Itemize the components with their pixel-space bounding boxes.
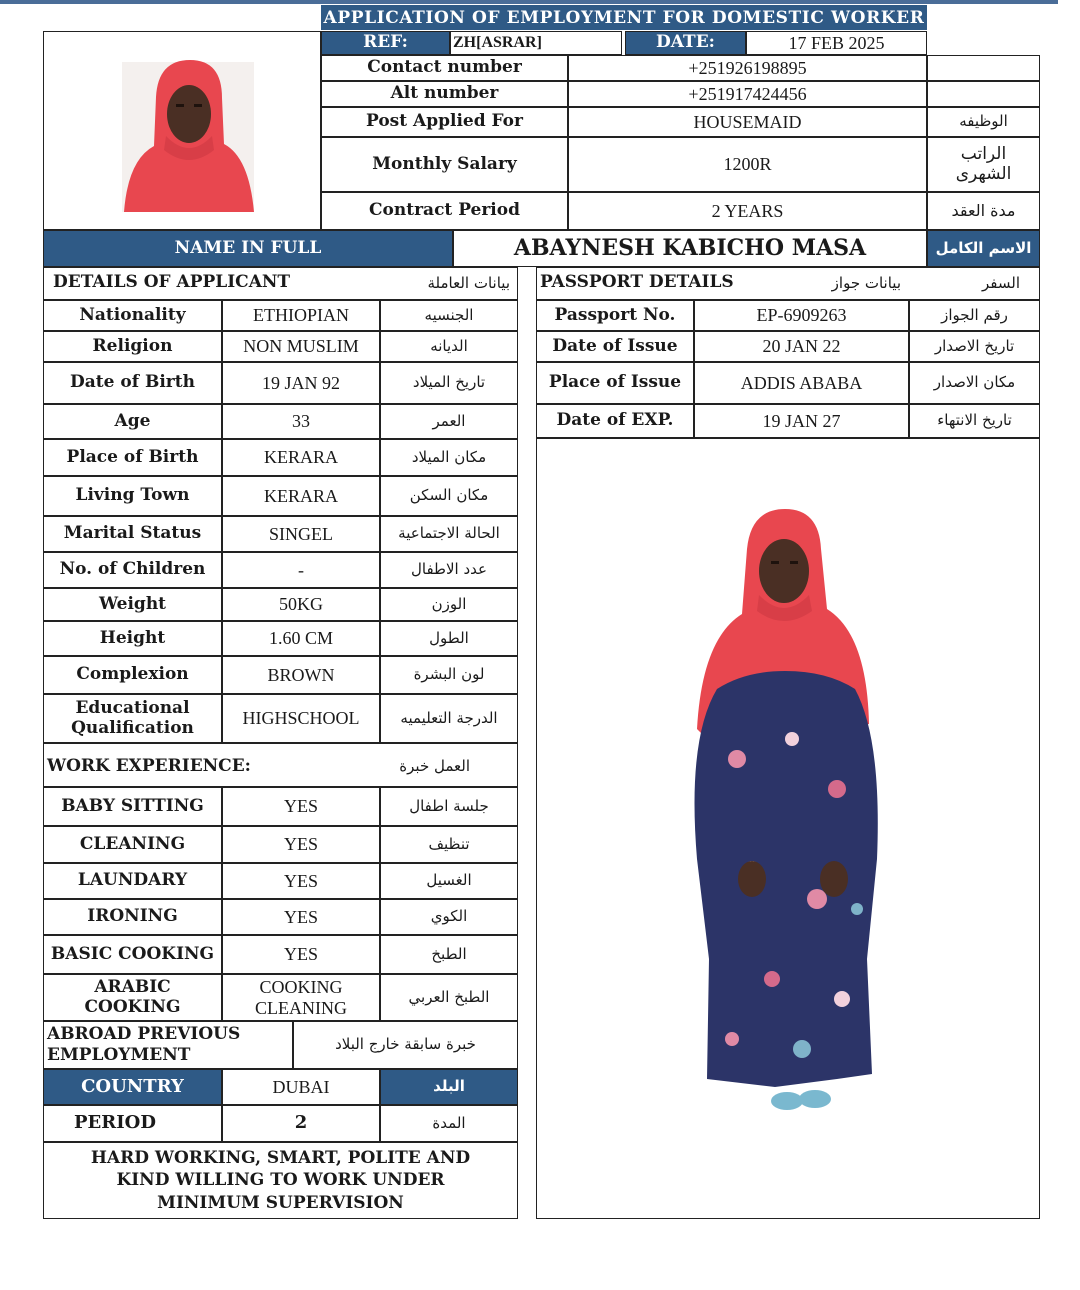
alt-number-label: Alt number [321, 81, 568, 107]
passport-row-label: Place of Issue [536, 362, 694, 404]
passport-row-label: Passport No. [536, 300, 694, 331]
post-applied-label: Post Applied For [321, 107, 568, 137]
contract-period-label: Contract Period [321, 192, 568, 230]
details-row-ar: الوزن [380, 588, 518, 621]
details-row-ar: الديانه [380, 331, 518, 362]
details-row-ar: الحالة الاجتماعية [380, 516, 518, 552]
details-row-value: - [222, 552, 380, 588]
details-row-label: Place of Birth [43, 439, 222, 476]
remarks: HARD WORKING, SMART, POLITE AND KIND WILLING TO WORK UNDER MINIMUM SUPERVISION [43, 1142, 518, 1219]
work-row-ar: تنظيف [380, 826, 518, 863]
details-row-label: Nationality [43, 300, 222, 331]
work-row-label: ARABIC COOKING [43, 974, 222, 1021]
alt-number-ar [927, 81, 1040, 107]
portrait-photo [44, 32, 322, 231]
details-row-value: 19 JAN 92 [222, 362, 380, 404]
contract-period-value: 2 YEARS [568, 192, 927, 230]
details-row-label: Living Town [43, 476, 222, 516]
details-row-value: SINGEL [222, 516, 380, 552]
full-body-photo [537, 439, 1041, 1220]
work-row-value: YES [222, 787, 380, 826]
work-row-ar: جلسة اطفال [380, 787, 518, 826]
work-row-label: BABY SITTING [43, 787, 222, 826]
details-row-label: Height [43, 621, 222, 656]
passport-heading-ar2: السفر [982, 274, 1020, 292]
full-name: ABAYNESH KABICHO MASA [453, 230, 927, 267]
passport-row-value: ADDIS ABABA [694, 362, 909, 404]
contact-number-label: Contact number [321, 55, 568, 81]
details-row-ar: تاريخ الميلاد [380, 362, 518, 404]
passport-row-label: Date of EXP. [536, 404, 694, 438]
passport-row-label: Date of Issue [536, 331, 694, 362]
details-row-label: Date of Birth [43, 362, 222, 404]
details-row-ar: الجنسيه [380, 300, 518, 331]
work-row-label: CLEANING [43, 826, 222, 863]
work-row-value: YES [222, 863, 380, 899]
details-row-value: 1.60 CM [222, 621, 380, 656]
details-row-ar: العمر [380, 404, 518, 439]
details-row-label: Weight [43, 588, 222, 621]
details-row-value: 33 [222, 404, 380, 439]
work-heading: WORK EXPERIENCE: [47, 756, 251, 776]
abroad-heading-ar: خبرة سابقة خارج البلاد [293, 1021, 518, 1069]
monthly-salary-value: 1200R [568, 137, 927, 192]
work-row-label: IRONING [43, 899, 222, 935]
date-label: DATE: [625, 31, 746, 55]
passport-row-ar: مكان الاصدار [909, 362, 1040, 404]
ref-label: REF: [321, 31, 450, 55]
work-row-ar: الغسيل [380, 863, 518, 899]
passport-heading-ar1: بيانات جواز [831, 274, 901, 292]
passport-row-value: EP-6909263 [694, 300, 909, 331]
contract-period-ar: مدة العقد [927, 192, 1040, 230]
details-row-value: NON MUSLIM [222, 331, 380, 362]
details-row-label: Religion [43, 331, 222, 362]
details-row-label: Marital Status [43, 516, 222, 552]
details-row-value: KERARA [222, 476, 380, 516]
abroad-heading: ABROAD PREVIOUS EMPLOYMENT [43, 1021, 293, 1069]
work-row-label: BASIC COOKING [43, 935, 222, 974]
work-row-value: YES [222, 935, 380, 974]
form-title: APPLICATION OF EMPLOYMENT FOR DOMESTIC WORKER [321, 5, 927, 30]
details-row-value: HIGHSCHOOL [222, 694, 380, 743]
details-row-value: ETHIOPIAN [222, 300, 380, 331]
details-row-ar: لون البشرة [380, 656, 518, 694]
top-rule [0, 0, 1058, 4]
details-row-label: Educational Qualification [43, 694, 222, 743]
work-row-value: YES [222, 899, 380, 935]
work-row-ar: الكوي [380, 899, 518, 935]
details-row-value: KERARA [222, 439, 380, 476]
work-row-label: LAUNDARY [43, 863, 222, 899]
country-ar: البلد [380, 1069, 518, 1105]
portrait-photo-box [43, 31, 321, 230]
post-applied-ar: الوظيفه [927, 107, 1040, 137]
details-row-value: 50KG [222, 588, 380, 621]
ref-value: ZH[ASRAR] [450, 31, 622, 55]
full-photo-box [536, 438, 1040, 1219]
period-ar: المدة [380, 1105, 518, 1142]
passport-row-value: 20 JAN 22 [694, 331, 909, 362]
country-label: COUNTRY [43, 1069, 222, 1105]
details-row-ar: عدد الاطفال [380, 552, 518, 588]
work-row-ar: الطبخ العربي [380, 974, 518, 1021]
name-label: NAME IN FULL [43, 230, 453, 267]
details-row-ar: الدرجة التعليميه [380, 694, 518, 743]
details-heading: DETAILS OF APPLICANT [53, 272, 291, 292]
name-ar: الاسم الكامل [927, 230, 1040, 267]
work-row-value: YES [222, 826, 380, 863]
details-row-ar: مكان الميلاد [380, 439, 518, 476]
details-row-value: BROWN [222, 656, 380, 694]
period-value: 2 [222, 1105, 380, 1142]
work-row-value: COOKING CLEANING [222, 974, 380, 1021]
contact-number-value: +251926198895 [568, 55, 927, 81]
date-value: 17 FEB 2025 [746, 31, 927, 55]
monthly-salary-label: Monthly Salary [321, 137, 568, 192]
passport-row-ar: تاريخ الانتهاء [909, 404, 1040, 438]
contact-number-ar [927, 55, 1040, 81]
details-heading-ar: بيانات العاملة [427, 274, 510, 292]
work-row-ar: الطبخ [380, 935, 518, 974]
monthly-salary-ar: الراتب الشهرى [927, 137, 1040, 192]
details-row-label: Age [43, 404, 222, 439]
passport-row-ar: تاريخ الاصدار [909, 331, 1040, 362]
details-row-ar: الطول [380, 621, 518, 656]
passport-heading: PASSPORT DETAILS [540, 272, 734, 292]
country-value: DUBAI [222, 1069, 380, 1105]
details-row-ar: مكان السكن [380, 476, 518, 516]
details-row-label: Complexion [43, 656, 222, 694]
alt-number-value: +251917424456 [568, 81, 927, 107]
period-label: PERIOD [43, 1105, 222, 1142]
details-row-label: No. of Children [43, 552, 222, 588]
post-applied-value: HOUSEMAID [568, 107, 927, 137]
work-heading-ar: العمل خبرة [399, 757, 470, 775]
passport-row-value: 19 JAN 27 [694, 404, 909, 438]
passport-row-ar: رقم الجواز [909, 300, 1040, 331]
